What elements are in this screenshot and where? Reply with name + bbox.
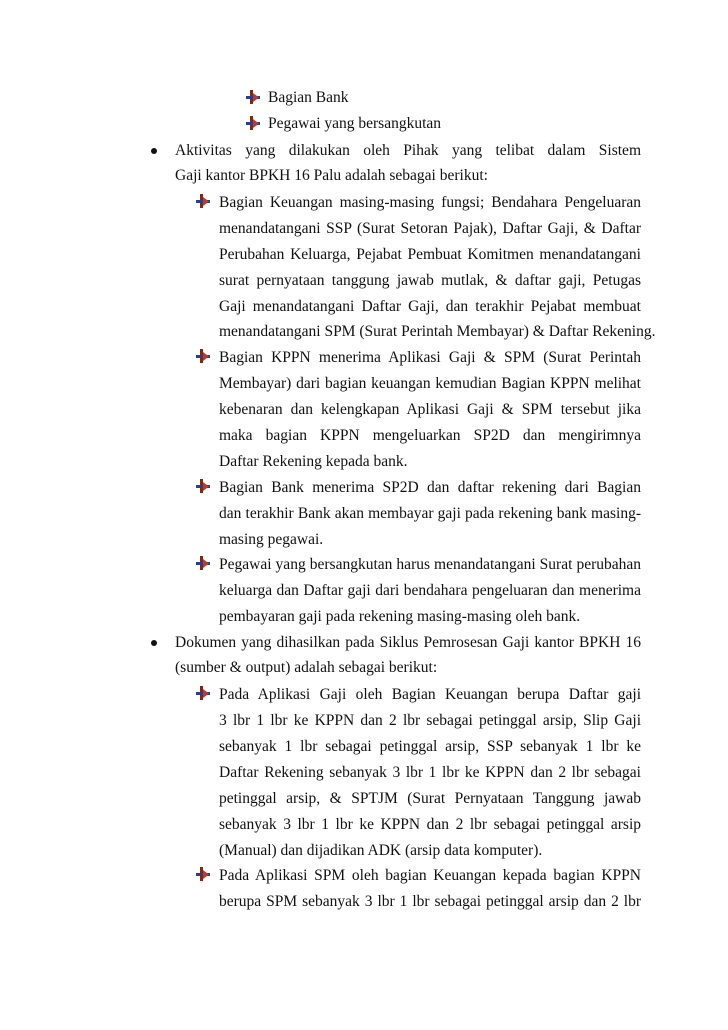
bullet-dot-icon (151, 148, 157, 154)
list-item-line: 3 lbr 1 lbr ke KPPN dan 2 lbr sebagai petinggal arsip, Slip Gaji (219, 712, 641, 729)
list-item-line: (Manual) dan dijadikan ADK (arsip data komputer). (219, 842, 543, 859)
list-item-line: Daftar Rekening sebanyak 3 lbr 1 lbr ke KPPN dan 2 lbr sebagai (219, 764, 641, 781)
list-item-line: sebanyak 3 lbr 1 lbr ke KPPN dan 2 lbr sebagai petinggal arsip (219, 816, 641, 833)
list-item-line: masing pegawai. (219, 531, 324, 548)
arrow-bullet-icon (196, 194, 210, 208)
list-item-line: Gaji menandatangani Daftar Gaji, dan terakhir Pejabat membuat (219, 298, 641, 315)
list-item-line: Bagian KPPN menerima Aplikasi Gaji & SPM (Surat Perintah (219, 349, 641, 366)
sub-item-label: Bagian Bank (268, 89, 349, 106)
list-item-line: pembayaran gaji pada rekening masing-masing oleh bank. (219, 608, 581, 625)
list-item-line: Pada Aplikasi SPM oleh bagian Keuangan kepada bagian KPPN (219, 867, 641, 884)
arrow-bullet-icon (196, 686, 210, 700)
bullet-dot-icon (151, 640, 157, 646)
arrow-bullet-icon (246, 116, 260, 130)
list-item-line: maka bagian KPPN mengeluarkan SP2D dan mengirimnya (219, 427, 641, 444)
list-item-line: Daftar Rekening kepada bank. (219, 453, 408, 470)
list-item-line: menandatangani SSP (Surat Setoran Pajak), Daftar Gaji, & Daftar (219, 220, 641, 237)
list-item-line: sebanyak 1 lbr sebagai petinggal arsip, SSP sebanyak 1 lbr ke (219, 738, 641, 755)
paragraph-line: Dokumen yang dihasilkan pada Siklus Pemrosesan Gaji kantor BPKH 16 (175, 634, 641, 651)
list-item-line: berupa SPM sebanyak 3 lbr 1 lbr sebagai petinggal arsip dan 2 lbr (219, 893, 641, 910)
list-item-line: petinggal arsip, & SPTJM (Surat Pernyataan Tanggung jawab (219, 790, 641, 807)
list-item-line: Pegawai yang bersangkutan harus menandatangani Surat perubahan (219, 556, 641, 573)
list-item-line: menandatangani SPM (Surat Perintah Membayar) & Daftar Rekening. (219, 323, 656, 340)
paragraph-line: Aktivitas yang dilakukan oleh Pihak yang telibat dalam Sistem (175, 142, 641, 159)
list-item-line: Bagian Keuangan masing-masing fungsi; Bendahara Pengeluaran (219, 194, 641, 211)
arrow-bullet-icon (196, 556, 210, 570)
list-item-line: dan terakhir Bank akan membayar gaji pada rekening bank masing- (219, 505, 641, 522)
sub-item-label: Pegawai yang bersangkutan (268, 115, 442, 132)
list-item-line: surat pernyataan tanggung jawab mutlak, & daftar gaji, Petugas (219, 272, 641, 289)
arrow-bullet-icon (196, 479, 210, 493)
list-item-line: keluarga dan Daftar gaji dari bendahara pengeluaran dan menerima (219, 582, 641, 599)
arrow-bullet-icon (196, 349, 210, 363)
list-item-line: Membayar) dari bagian keuangan kemudian Bagian KPPN melihat (219, 375, 641, 392)
paragraph-line: Gaji kantor BPKH 16 Palu adalah sebagai berikut: (175, 167, 488, 184)
list-item-line: kebenaran dan kelengkapan Aplikasi Gaji & SPM tersebut jika (219, 401, 641, 418)
arrow-bullet-icon (246, 90, 260, 104)
paragraph-line: (sumber & output) adalah sebagai berikut: (175, 659, 438, 676)
list-item-line: Pada Aplikasi Gaji oleh Bagian Keuangan berupa Daftar gaji (219, 686, 641, 703)
list-item-line: Bagian Bank menerima SP2D dan daftar rekening dari Bagian (219, 479, 641, 496)
arrow-bullet-icon (196, 867, 210, 881)
list-item-line: Perubahan Keluarga, Pejabat Pembuat Komitmen menandatangani (219, 246, 641, 263)
